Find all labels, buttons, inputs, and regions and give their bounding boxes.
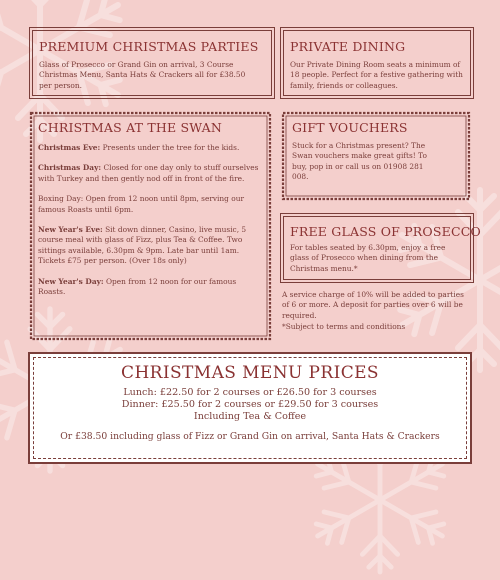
lunch-price: Lunch: £22.50 for 2 courses or £26.50 for 3 courses: [123, 387, 377, 398]
christmas-day-label: Christmas Day:: [38, 163, 102, 173]
new-years-day-label: New Year's Day:: [38, 276, 104, 286]
premium-parties-box: [32, 30, 272, 96]
new-years-eve-entry: [38, 225, 263, 267]
gift-vouchers-text: Stuck for a Christmas present? The Swan vouchers make great gifts! To buy, pop in or call us on 01908 281 008.: [292, 141, 427, 182]
menu-prices-box: [28, 352, 472, 464]
christmas-eve-label: Christmas Eve:: [38, 143, 101, 152]
service-charge-note: A service charge of 10% will be added to parties of 6 or more. A deposit for parties over 6 will be required.: [282, 290, 464, 320]
gift-vouchers-box: [280, 110, 472, 202]
new-years-eve-label: New Year's Eve:: [38, 225, 103, 235]
christmas-eve-text: Presents under the tree for the kids.: [100, 143, 240, 152]
free-prosecco-title: FREE GLASS OF PROSECCO: [290, 224, 481, 239]
premium-parties-title: PREMIUM CHRISTMAS PARTIES: [39, 39, 259, 54]
free-prosecco-text: For tables seated by 6.30pm, enjoy a free glass of Prosecco when dining from the Christmas menu.*: [290, 243, 446, 273]
gift-vouchers-title: GIFT VOUCHERS: [292, 120, 408, 135]
private-dining-box: [283, 30, 471, 96]
menu-prices-title: CHRISTMAS MENU PRICES: [121, 363, 379, 383]
free-prosecco-box: [283, 216, 481, 280]
snowflake-icon: [380, 180, 500, 380]
christmas-at-swan-box: [28, 110, 273, 342]
premium-parties-text: Glass of Prosecco or Grand Gin on arrival, 3 Course Christmas Menu, Santa Hats & Crackers all for £38.50 per person.: [39, 60, 246, 90]
dinner-price: Dinner: £25.50 for 2 courses or £29.50 for 3 courses: [121, 399, 379, 411]
private-dining-title: PRIVATE DINING: [290, 39, 406, 54]
new-years-day-text: Open from 12 noon for our famous Roasts.: [38, 276, 237, 297]
set-menu-offer: Or £38.50 including glass of Fizz or Grand Gin on arrival, Santa Hats & Crackers: [60, 430, 440, 442]
boxing-day-label: Boxing Day:: [38, 194, 84, 204]
christmas-eve-entry: [38, 143, 263, 153]
new-years-eve-text: Sit down dinner, Casino, live music, 5 course meal with glass of Fizz, plus Tea & Coffee. Two sittings available, 6.30pm & 9pm. Late bar until 1am. Tickets £75 per person. (Over 18s only): [38, 225, 247, 266]
including-note: Including Tea & Coffee: [193, 411, 307, 423]
private-dining-text: Our Private Dining Room seats a minimum of 18 people. Perfect for a festive gathering with family, friends or colleagues.: [290, 60, 463, 90]
menu-inner-frame: [33, 357, 467, 459]
new-years-day-entry: [38, 277, 263, 298]
christmas-day-entry: [38, 163, 263, 184]
boxing-day-entry: [38, 194, 263, 215]
christmas-at-swan-title: CHRISTMAS AT THE SWAN: [38, 120, 223, 135]
boxing-day-text: Open from 12 noon until 8pm, serving our famous Roasts until 6pm.: [38, 194, 244, 214]
terms-note: *Subject to terms and conditions: [282, 322, 406, 331]
christmas-day-text: Closed for one day only to stuff ourselves with Turkey and then gently nod off in front of the fire.: [38, 163, 259, 183]
